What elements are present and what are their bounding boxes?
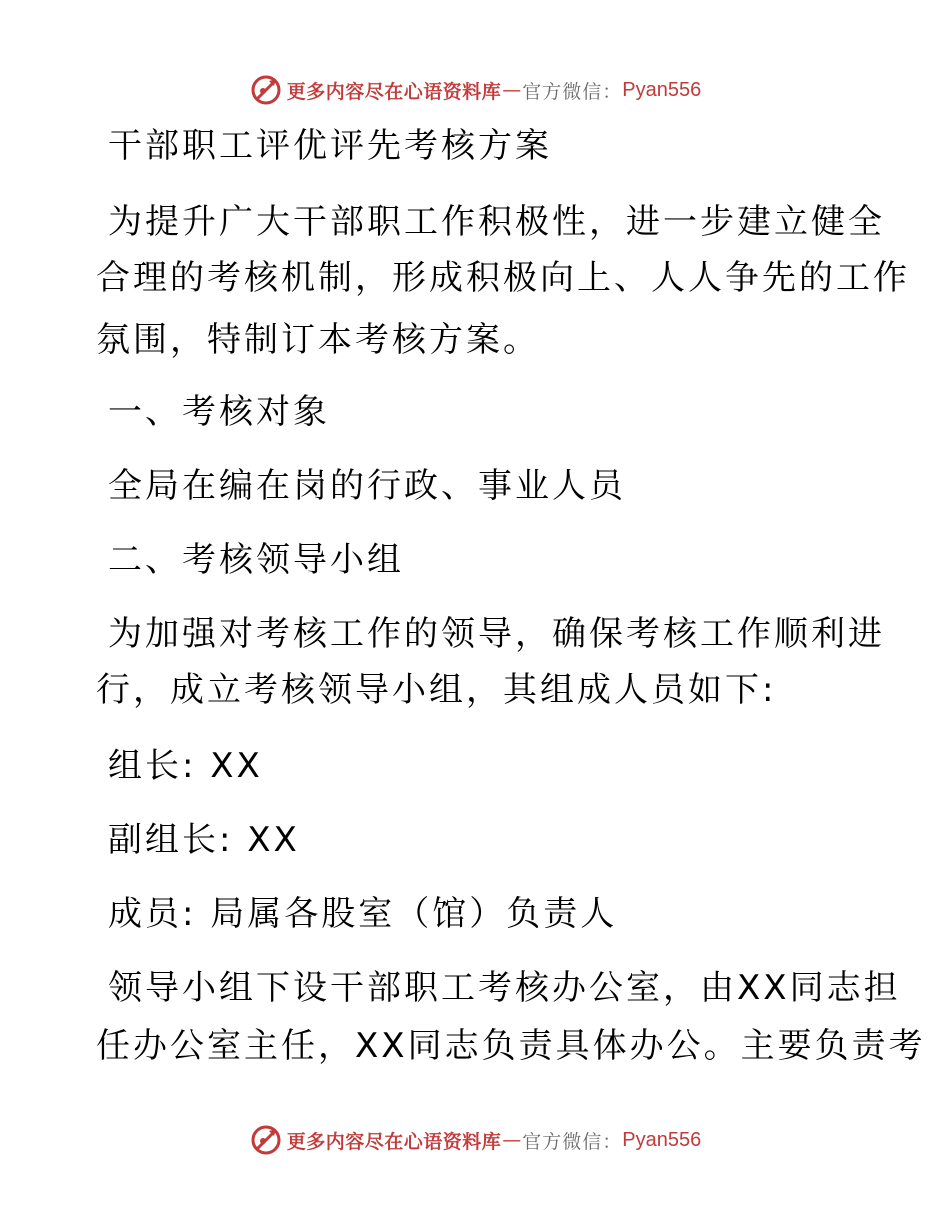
watermark-subtext: 官方微信： bbox=[522, 1130, 623, 1153]
section2-heading: 二、考核领导小组 bbox=[108, 540, 404, 580]
deputy-leader-line: 副组长: XX bbox=[108, 820, 300, 860]
watermark-group bbox=[249, 1123, 702, 1157]
watermark-logo-icon bbox=[249, 73, 283, 107]
office-para-line-1: 领导小组下设干部职工考核办公室，由XX同志担 bbox=[108, 968, 901, 1008]
section2-para-line-2: 行，成立考核领导小组，其组成人员如下: bbox=[96, 670, 777, 710]
document-title: 干部职工评优评先考核方案 bbox=[108, 126, 552, 166]
section1-heading: 一、考核对象 bbox=[108, 392, 330, 432]
watermark-subtext: 官方微信： bbox=[522, 80, 623, 103]
watermark-group bbox=[249, 73, 702, 107]
watermark-footer bbox=[0, 1120, 950, 1160]
intro-line-2: 合理的考核机制，形成积极向上、人人争先的工作 bbox=[96, 258, 910, 298]
watermark-wechat-id: Pyan556 bbox=[622, 1128, 702, 1151]
members-line: 成员: 局属各股室（馆）负责人 bbox=[108, 894, 618, 934]
watermark-header bbox=[0, 70, 950, 110]
section2-para-line-1: 为加强对考核工作的领导，确保考核工作顺利进 bbox=[108, 614, 885, 654]
watermark-logo-icon bbox=[249, 1123, 283, 1157]
watermark-wechat-id: Pyan556 bbox=[622, 78, 702, 101]
section1-body: 全局在编在岗的行政、事业人员 bbox=[108, 466, 626, 506]
watermark-text: 更多内容尽在心语资料库 bbox=[286, 1130, 502, 1153]
intro-line-3: 氛围，特制订本考核方案。 bbox=[96, 320, 540, 360]
intro-line-1: 为提升广大干部职工作积极性，进一步建立健全 bbox=[108, 202, 885, 242]
office-para-line-2: 任办公室主任，XX同志负责具体办公。主要负责考 bbox=[96, 1026, 926, 1066]
watermark-text: 更多内容尽在心语资料库 bbox=[286, 80, 502, 103]
watermark-dash: — bbox=[502, 79, 522, 101]
leader-line: 组长: XX bbox=[108, 746, 263, 786]
watermark-dash: — bbox=[502, 1129, 522, 1151]
